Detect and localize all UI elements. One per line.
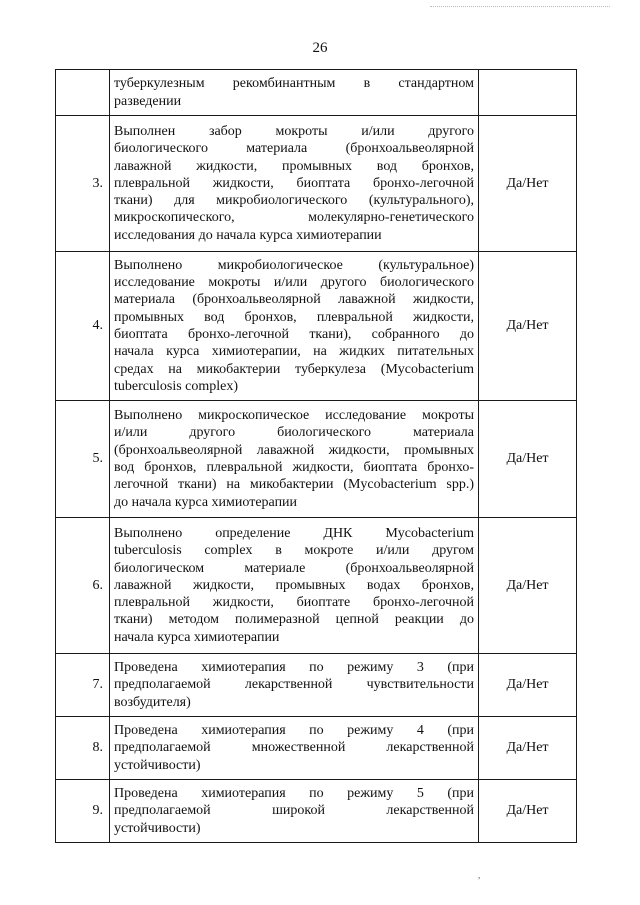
- criterion-line: Выполнено микроскопическое исследование мокроты: [114, 408, 474, 424]
- row-number: 7.: [56, 654, 110, 717]
- answer-cell: Да/Нет: [479, 252, 577, 401]
- scan-artifact-line: [430, 6, 610, 8]
- criterion-text: [110, 401, 479, 518]
- criterion-line: вод бронхов, плевральной жидкости, биоптата бронхо-: [114, 460, 474, 475]
- criterion-line: Проведена химиотерапия по режиму 3 (при: [114, 660, 474, 676]
- answer-cell: Да/Нет: [479, 780, 577, 843]
- answer-cell: Да/Нет: [479, 401, 577, 518]
- table-row: [56, 70, 577, 116]
- criterion-line: лаважной жидкости, промывных вод бронхов,: [114, 158, 474, 174]
- criterion-text: [110, 252, 479, 401]
- criterion-line: возбудителя): [114, 694, 191, 710]
- table-row: [56, 401, 577, 518]
- row-number: 8.: [56, 717, 110, 780]
- criterion-text: [110, 717, 479, 780]
- criterion-line: tuberculosis complex): [114, 378, 239, 394]
- criterion-line: лаважной жидкости, промывных водах бронхов,: [114, 577, 474, 593]
- criterion-line: Выполнено определение ДНК Mycobacterium: [114, 525, 474, 541]
- criterion-line: tuberculosis complex в мокроте и/или другом: [114, 543, 474, 559]
- answer-cell: Да/Нет: [479, 518, 577, 654]
- criterion-line: устойчивости): [114, 820, 201, 836]
- criterion-text: [110, 518, 479, 654]
- criterion-line: предполагаемой широкой лекарственной: [114, 803, 474, 819]
- criterion-line: начала курса химиотерапии: [114, 629, 280, 645]
- criterion-line: промывных вод бронхов, плевральной жидкости,: [114, 309, 474, 325]
- criterion-line: до начала курса химиотерапии: [114, 494, 298, 510]
- criterion-line: ткани) методом полимеразной цепной реакции до: [114, 612, 474, 628]
- criterion-text: [110, 654, 479, 717]
- row-number: 4.: [56, 252, 110, 401]
- criterion-line: начала курса химиотерапии, на жидких питательных: [114, 344, 474, 360]
- criterion-line: биологического материала (бронхоальвеолярной: [114, 141, 474, 157]
- answer-cell: Да/Нет: [479, 717, 577, 780]
- table-row: [56, 780, 577, 843]
- criterion-line: Проведена химиотерапия по режиму 4 (при: [114, 723, 474, 739]
- row-number: 9.: [56, 780, 110, 843]
- row-number: 3.: [56, 116, 110, 252]
- table-row: [56, 116, 577, 252]
- scan-artifact-mark: ,: [478, 870, 481, 880]
- criterion-line: исследование мокроты и/или другого биологического: [114, 275, 474, 291]
- criterion-line: и/или другого биологического материала: [114, 425, 474, 441]
- table-row: [56, 252, 577, 401]
- answer-cell: Да/Нет: [479, 116, 577, 252]
- criteria-table-body: [56, 70, 577, 843]
- criterion-line: туберкулезным рекомбинантным в стандартном: [114, 76, 474, 92]
- criterion-line: Проведена химиотерапия по режиму 5 (при: [114, 786, 474, 802]
- criterion-line: плевральной жидкости, биоптата бронхо-легочной: [114, 175, 474, 191]
- criterion-line: материала (бронхоальвеолярной лаважной жидкости,: [114, 292, 474, 308]
- criterion-line: (бронхоальвеолярной лаважной жидкости, промывных: [114, 442, 474, 458]
- row-number: [56, 70, 110, 116]
- criterion-line: легочной ткани) на микобактерии (Mycobacterium spp.): [114, 477, 474, 493]
- table-row: [56, 654, 577, 717]
- criterion-line: микроскопического, молекулярно-генетического: [114, 210, 474, 226]
- table-row: [56, 717, 577, 780]
- page-number: 26: [312, 40, 328, 56]
- criterion-line: предполагаемой лекарственной чувствительности: [114, 677, 474, 693]
- criterion-line: Выполнено микробиологическое (культуральное): [114, 257, 474, 273]
- criterion-line: биоптата бронхо-легочной ткани), собранного до: [114, 327, 474, 342]
- criterion-line: средах на микобактерии туберкулеза (Mycobacterium: [114, 361, 474, 377]
- row-number: 6.: [56, 518, 110, 654]
- criterion-line: ткани) для микробиологического (культурального),: [114, 193, 474, 209]
- criterion-line: исследования до начала курса химиотерапии: [114, 227, 382, 243]
- criteria-table: [55, 69, 577, 843]
- answer-cell: [479, 70, 577, 116]
- row-number: 5.: [56, 401, 110, 518]
- criterion-line: плевральной жидкости, биоптате бронхо-легочной: [114, 595, 474, 611]
- criterion-line: устойчивости): [114, 757, 201, 773]
- criterion-text: [110, 116, 479, 252]
- criterion-text: [110, 70, 479, 116]
- answer-cell: Да/Нет: [479, 654, 577, 717]
- criterion-line: разведении: [114, 93, 182, 109]
- table-row: [56, 518, 577, 654]
- criterion-line: биологическом материале (бронхоальвеолярной: [114, 560, 474, 576]
- criterion-line: Выполнен забор мокроты и/или другого: [114, 123, 474, 139]
- criterion-text: [110, 780, 479, 843]
- criterion-line: предполагаемой множественной лекарственной: [114, 740, 474, 756]
